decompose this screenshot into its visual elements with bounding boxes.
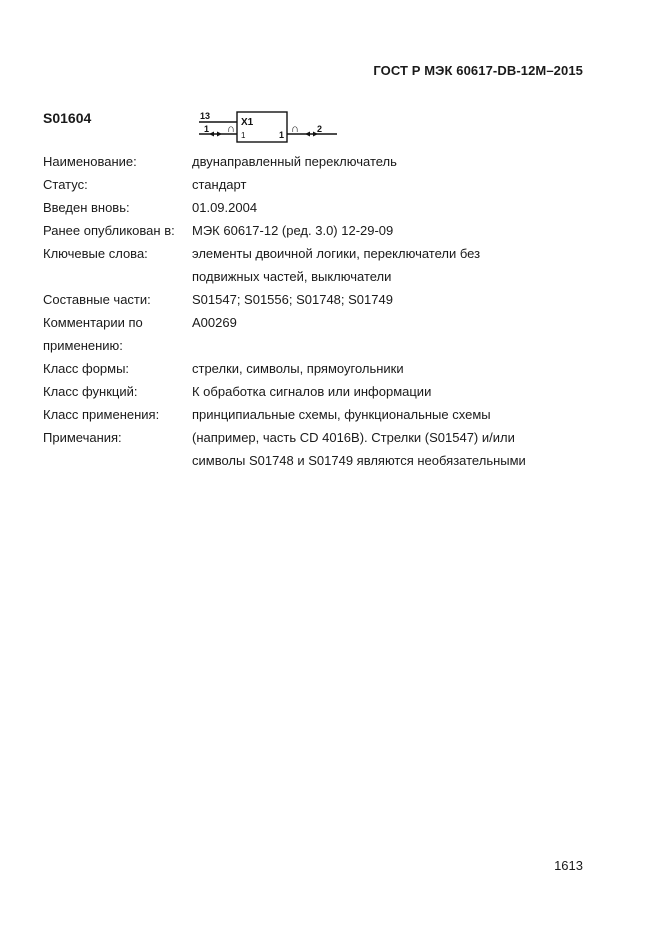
field-value	[192, 357, 603, 380]
field-value	[192, 426, 603, 472]
field-value-line: S01547; S01556; S01748; S01749	[192, 292, 393, 307]
page-number: 1613	[554, 858, 583, 873]
symbol-id: S01604	[43, 110, 92, 126]
field-value	[192, 242, 603, 288]
field-status	[43, 173, 603, 196]
field-label: Введен вновь:	[43, 200, 130, 215]
field-value-line: двунаправленный переключатель	[192, 154, 397, 169]
field-label: Составные части:	[43, 292, 151, 307]
field-label: Наименование:	[43, 154, 137, 169]
field-label: Ранее опубликован в:	[43, 223, 175, 238]
field-value-line: A00269	[192, 315, 237, 330]
field-value	[192, 150, 603, 173]
field-value-line: символы S01748 и S01749 являются необязательными	[192, 453, 526, 468]
svg-text:X1: X1	[241, 117, 254, 128]
field-label	[43, 311, 192, 357]
field-value-line: стандарт	[192, 177, 247, 192]
field-label: Класс формы:	[43, 361, 130, 376]
field-name	[43, 150, 603, 173]
field-value	[192, 196, 603, 219]
field-value-line: 01.09.2004	[192, 200, 258, 215]
field-value	[192, 311, 603, 334]
svg-text:13: 13	[200, 111, 211, 121]
field-application-class	[43, 403, 603, 426]
field-application-notes	[43, 311, 603, 357]
field-value-line: элементы двоичной логики, переключатели без	[192, 246, 481, 261]
field-components	[43, 288, 603, 311]
field-previously-published	[43, 219, 603, 242]
field-label: Статус:	[43, 177, 88, 192]
field-introduced	[43, 196, 603, 219]
field-value-line: (например, часть CD 4016B). Стрелки (S01547) и/или	[192, 430, 515, 445]
symbol-properties	[43, 150, 603, 472]
field-label: Ключевые слова:	[43, 246, 148, 261]
svg-text:∩: ∩	[227, 123, 235, 135]
field-value-line: К обработка сигналов или информации	[192, 384, 432, 399]
field-value-line: стрелки, символы, прямоугольники	[192, 361, 404, 376]
symbol-diagram	[195, 108, 345, 144]
field-value	[192, 219, 603, 242]
field-shape-class	[43, 357, 603, 380]
field-label-line: Комментарии по	[43, 315, 143, 330]
standard-title: ГОСТ Р МЭК 60617-DB-12M–2015	[373, 63, 583, 78]
field-value-line: МЭК 60617-12 (ред. 3.0) 12-29-09	[192, 223, 394, 238]
field-label: Класс функций:	[43, 384, 138, 399]
field-value-line: подвижных частей, выключатели	[192, 269, 392, 284]
field-value	[192, 403, 603, 426]
svg-text:2: 2	[317, 124, 323, 134]
field-value-line: принципиальные схемы, функциональные схемы	[192, 407, 491, 422]
svg-text:1: 1	[241, 131, 246, 140]
field-label-line: применению:	[43, 338, 123, 353]
field-label: Примечания:	[43, 430, 122, 445]
field-value	[192, 380, 603, 403]
field-label: Класс применения:	[43, 407, 160, 422]
field-value	[192, 173, 603, 196]
field-keywords	[43, 242, 603, 288]
svg-text:1: 1	[204, 124, 210, 134]
field-function-class	[43, 380, 603, 403]
field-notes	[43, 426, 603, 472]
bidirectional-switch-symbol-icon	[195, 108, 345, 144]
svg-text:∩: ∩	[291, 123, 299, 135]
svg-text:1: 1	[279, 130, 285, 140]
field-value	[192, 288, 603, 311]
